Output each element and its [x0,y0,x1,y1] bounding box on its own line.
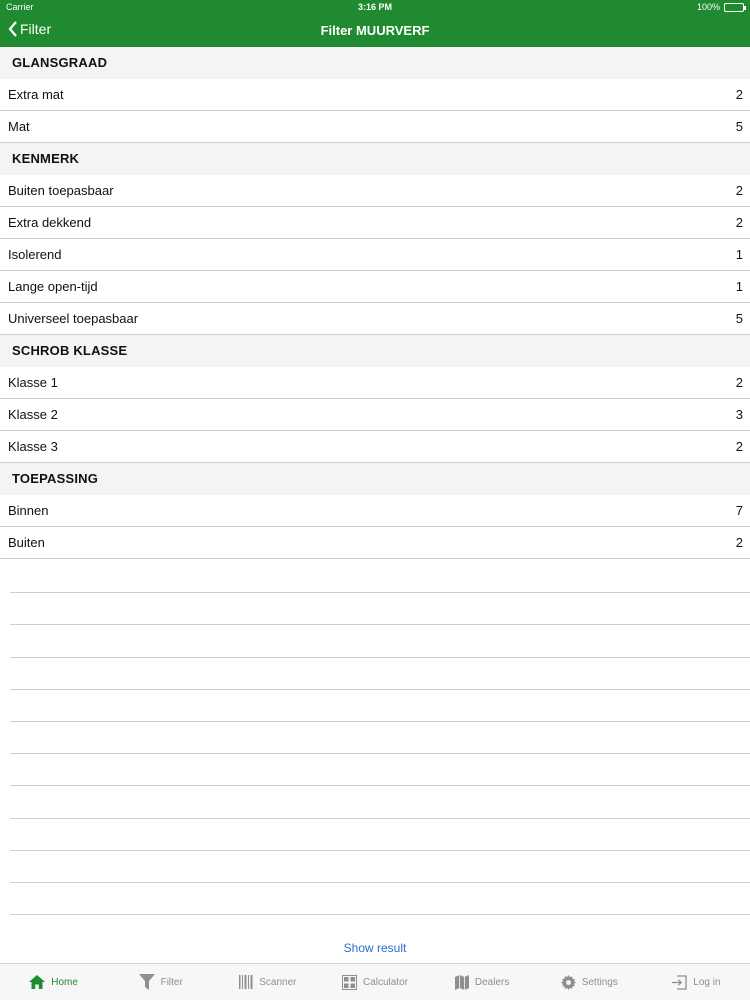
gear-icon [561,975,576,990]
home-icon [29,975,45,989]
filter-row-count: 2 [735,183,743,198]
carrier-label: Carrier [6,2,34,12]
header [0,0,750,47]
filter-row-label: Klasse 1 [8,375,58,390]
filter-row[interactable] [0,79,750,111]
tab-calculator-label: Calculator [362,976,408,988]
tab-scanner-label: Scanner [259,976,297,988]
filter-row-count: 2 [735,215,743,230]
tab-bar [0,963,750,1000]
filter-row[interactable] [0,527,750,559]
tab-dealers-label: Dealers [474,976,510,988]
filter-row-label: Isolerend [8,247,62,262]
tab-settings[interactable] [536,964,643,1000]
filter-row-count: 2 [735,87,743,102]
section-header-glansgraad: GLANSGRAAD [0,47,750,79]
filter-row-count: 2 [735,535,743,550]
battery-percentage: 100% [696,2,720,12]
filter-row-count: 1 [735,279,743,294]
tab-home[interactable] [0,964,107,1000]
filter-row[interactable] [0,303,750,335]
filter-row-count: 5 [735,119,743,134]
filter-row-label: Buiten toepasbaar [8,183,114,198]
login-icon [672,975,687,990]
tab-login-label: Log in [693,976,721,988]
filter-row-label: Lange open-tijd [8,279,98,294]
filter-row[interactable] [0,239,750,271]
filter-row[interactable] [0,367,750,399]
filter-row-count: 1 [735,247,743,262]
status-bar [0,0,750,14]
filter-row-label: Klasse 2 [8,407,58,422]
filter-row[interactable] [0,175,750,207]
filter-row[interactable] [0,431,750,463]
filter-row-label: Klasse 3 [8,439,58,454]
filter-row-count: 3 [735,407,743,422]
filter-row-label: Mat [8,119,30,134]
tab-filter[interactable] [107,964,214,1000]
tab-filter-label: Filter [160,976,183,988]
tab-scanner[interactable] [214,964,321,1000]
battery-icon [724,3,744,12]
section-header-toepassing: TOEPASSING [0,463,750,495]
filter-row-label: Buiten [8,535,45,550]
filter-row-label: Extra dekkend [8,215,92,230]
filter-row-count: 2 [735,439,743,454]
back-button-label: Filter [20,21,52,37]
filter-row-label: Binnen [8,503,49,518]
section-header-schrob-klasse: SCHROB KLASSE [0,335,750,367]
filter-row-count: 7 [735,503,743,518]
show-result-button[interactable]: Show result [343,941,407,955]
filter-row-label: Extra mat [8,87,64,102]
status-time: 3:16 PM [357,2,392,12]
barcode-icon [239,975,253,989]
tab-settings-label: Settings [581,976,618,988]
filter-row[interactable] [0,271,750,303]
navigation-bar [0,14,750,47]
filter-list [0,47,750,559]
page-title: Filter MUURVERF [320,23,430,38]
calculator-icon [342,975,357,990]
map-icon [455,975,469,990]
filter-row[interactable] [0,399,750,431]
filter-icon [139,974,155,990]
battery-indicator [697,2,744,12]
tab-dealers[interactable] [429,964,536,1000]
tab-calculator[interactable] [321,964,428,1000]
filter-row-count: 2 [735,375,743,390]
tab-login[interactable] [643,964,750,1000]
filter-row[interactable] [0,495,750,527]
section-header-kenmerk: KENMERK [0,143,750,175]
filter-row-count: 5 [735,311,743,326]
filter-row-label: Universeel toepasbaar [8,311,139,326]
filter-row[interactable] [0,111,750,143]
tab-home-label: Home [51,976,78,988]
empty-list-rows [10,561,750,915]
filter-row[interactable] [0,207,750,239]
